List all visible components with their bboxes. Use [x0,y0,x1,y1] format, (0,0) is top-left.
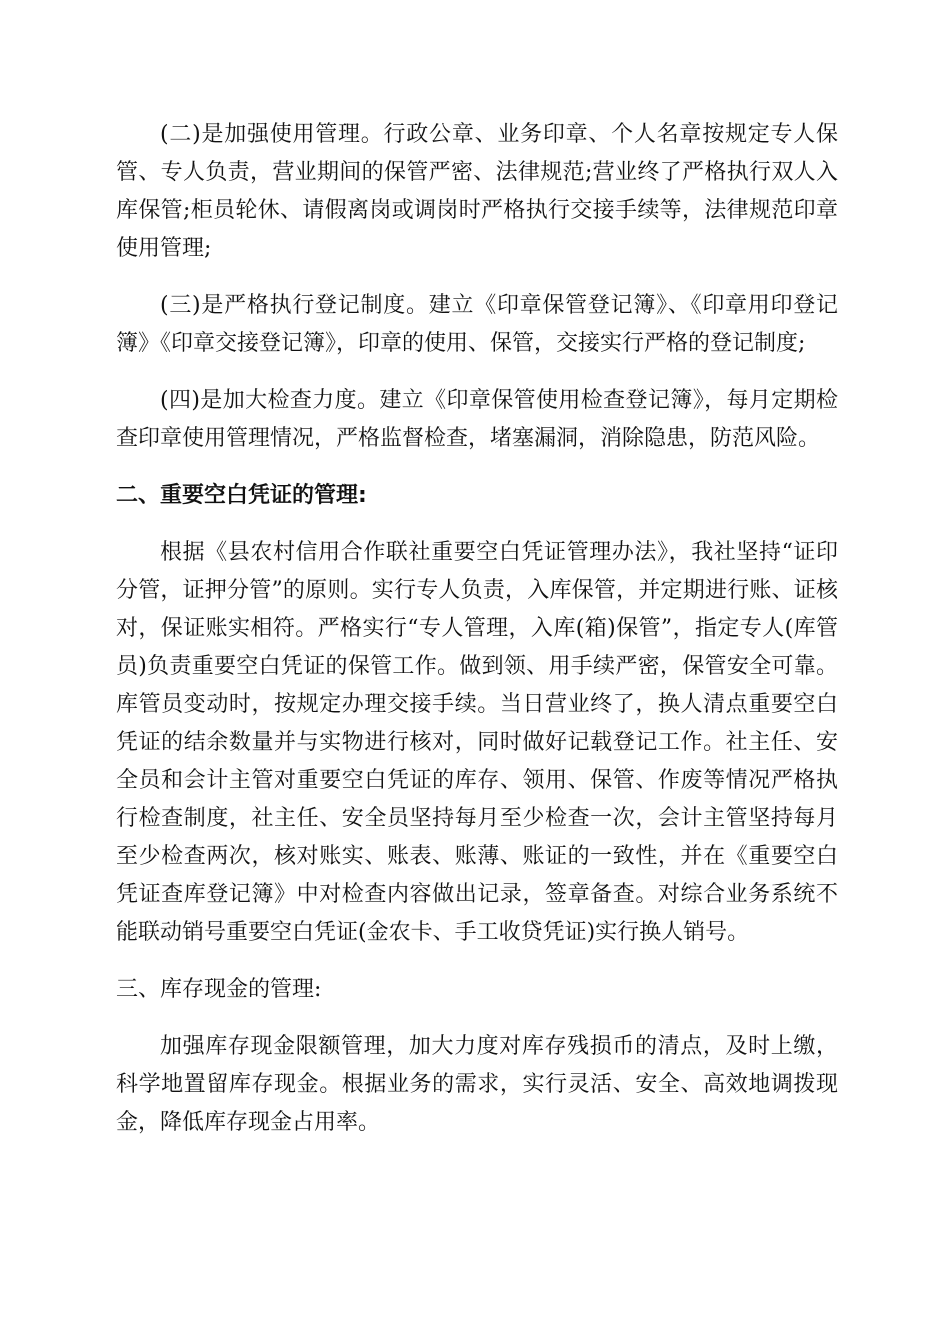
paragraph-inspection: (四)是加大检查力度。建立《印章保管使用检查登记簿》，每月定期检查印章使用管理情况，严格监督检查，堵塞漏洞，消除隐患，防范风险。 [116,388,838,451]
paragraph-cash: 加强库存现金限额管理，加大力度对库存残损币的清点，及时上缴，科学地置留库存现金。根据业务的需求，实行灵活、安全、高效地调拨现金，降低库存现金占用率。 [116,1034,838,1135]
document-page [116,116,838,1142]
paragraph-registration: (三)是严格执行登记制度。建立《印章保管登记簿》、《印章用印登记簿》《印章交接登记簿》，印章的使用、保管，交接实行严格的登记制度; [116,293,838,356]
section-heading-blank-vouchers: 二、重要空白凭证的管理: [116,483,367,508]
section-heading-cash: 三、库存现金的管理: [116,977,322,1002]
paragraph-seal-usage: (二)是加强使用管理。行政公章、业务印章、个人名章按规定专人保管、专人负责，营业期间的保管严密、法律规范;营业终了严格执行双人入库保管;柜员轮休、请假离岗或调岗时严格执行交接手续等，法律规范印章使用管理; [116,122,838,261]
paragraph-blank-vouchers: 根据《县农村信用合作联社重要空白凭证管理办法》，我社坚持“证印分管，证押分管”的原则。实行专人负责，入库保管，并定期进行账、证核对，保证账实相符。严格实行“专人管理，入库(箱)保管”，指定专人(库管员)负责重要空白凭证的保管工作。做到领、用手续严密，保管安全可靠。库管员变动时，按规定办理交接手续。当日营业终了，换人清点重要空白凭证的结余数量并与实物进行核对，同时做好记载登记工作。社主任、安全员和会计主管对重要空白凭证的库存、领用、保管、作废等情况严格执行检查制度，社主任、安全员坚持每月至少检查一次，会计主管坚持每月至少检查两次，核对账实、账表、账薄、账证的一致性，并在《重要空白凭证查库登记簿》中对检查内容做出记录，签章备查。对综合业务系统不能联动销号重要空白凭证(金农卡、手工收贷凭证)实行换人销号。 [116,540,838,945]
